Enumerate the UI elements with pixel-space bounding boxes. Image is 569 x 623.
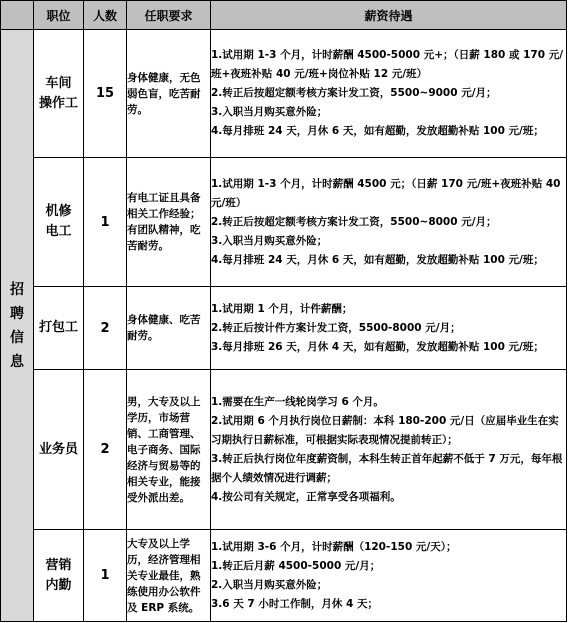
- compensation-line: 4.按公司有关规定，正常享受各项福利。: [211, 490, 401, 503]
- compensation-line: 2.转正后按计件方案计发工资，5500-8000 元/月；: [211, 321, 461, 334]
- position-cell: [34, 287, 84, 370]
- section-label-char: 聘: [10, 305, 24, 322]
- section-label-char: 信: [10, 329, 24, 346]
- position-line: 操作工: [38, 95, 78, 111]
- compensation-cell: [211, 287, 567, 370]
- compensation-line: 4.每月排班 24 天，月休 6 天，如有超勤，发放超勤补贴 100 元/班；: [211, 125, 544, 137]
- compensation-line: 1.试用期 1-3 个月，计时薪酬 4500 元；（日薪 170 元/班+夜班补贴 40 元/班）: [211, 177, 561, 209]
- compensation-line: 1.试用期 3-6 个月，计时薪酬（120-150 元/天）；: [211, 540, 457, 553]
- position-cell: [34, 530, 84, 622]
- table-row: [1, 370, 567, 530]
- section-label-recruitment-info: [1, 30, 34, 622]
- position-cell: [34, 158, 84, 287]
- compensation-line: 3.转正后执行岗位年度薪资制，本科生转正首年起薪不低于 7 万元，每年根据个人绩效情况进行调薪；: [211, 452, 563, 484]
- compensation-line: 2.转正后按超定额考核方案计发工资，5500~8000 元/月；: [211, 215, 497, 228]
- count-cell: 15: [84, 30, 127, 158]
- header-compensation: 薪资待遇: [211, 1, 567, 30]
- compensation-cell: [211, 370, 567, 530]
- table-row: [1, 158, 567, 287]
- position-line: 机修: [45, 204, 72, 219]
- count-cell: 2: [84, 287, 127, 370]
- position-cell: [34, 30, 84, 158]
- position-line: 内勤: [45, 577, 72, 593]
- compensation-line: 1.转正后月薪 4500-5000 元/月；: [211, 559, 381, 572]
- position-line: 车间: [45, 75, 72, 91]
- position-line: 营销: [45, 557, 72, 573]
- requirements-cell: 有电工证且具备相关工作经验；有团队精神，吃苦耐劳。: [127, 158, 211, 287]
- compensation-line: 3.每月排班 26 天，月休 4 天，如有超勤，发放超勤补贴 100 元/班；: [211, 340, 544, 353]
- table-row: [1, 287, 567, 370]
- table-row: [1, 530, 567, 622]
- count-cell: 2: [84, 370, 127, 530]
- requirements-cell: 身体健康，无色弱色盲，吃苦耐劳。: [127, 30, 211, 158]
- compensation-line: 2.入职当月购买意外险；: [211, 578, 328, 591]
- compensation-line: 1.试用期 1 个月，计件薪酬；: [211, 302, 353, 315]
- compensation-line: 1.试用期 1-3 个月，计时薪酬 4500-5000 元+；（日薪 180 或 170 元/班+夜班补贴 40 元/班+岗位补贴 12 元/班）: [211, 49, 564, 80]
- compensation-line: 1.需要在生产一线轮岗学习 6 个月。: [211, 395, 384, 408]
- requirements-cell: 男，大专及以上学历，市场营销、工商管理、电子商务、国际经济与贸易等的相关专业，能接受外派出差。: [127, 370, 211, 530]
- count-cell: 1: [84, 158, 127, 287]
- compensation-line: 3.6 天 7 小时工作制，月休 4 天；: [211, 597, 378, 610]
- compensation-cell: [211, 530, 567, 622]
- header-blank: [1, 1, 34, 30]
- compensation-line: 3.入职当月购买意外险；: [211, 234, 328, 247]
- position-cell: [34, 370, 84, 530]
- count-cell: 1: [84, 530, 127, 622]
- table-row: [1, 30, 567, 158]
- position-line: 打包工: [38, 320, 78, 335]
- header-count: 人数: [84, 1, 127, 30]
- section-label-char: 招: [10, 281, 24, 298]
- compensation-line: 3.入职当月购买意外险；: [211, 106, 328, 118]
- header-requirements: 任职要求: [127, 1, 211, 30]
- header-position: 职位: [34, 1, 84, 30]
- compensation-line: 2.转正后按超定额考核方案计发工资，5500~9000 元/月；: [211, 87, 497, 99]
- compensation-cell: [211, 158, 567, 287]
- position-line: 业务员: [38, 441, 78, 457]
- compensation-cell: [211, 30, 567, 158]
- section-label-char: 息: [10, 353, 24, 370]
- compensation-line: 4.每月排班 24 天，月休 6 天，如有超勤，发放超勤补贴 100 元/班；: [211, 253, 544, 266]
- header-row: [1, 1, 567, 30]
- requirements-cell: 身体健康、吃苦耐劳。: [127, 287, 211, 370]
- compensation-line: 2.试用期 6 个月执行岗位日薪制：本科 180-200 元/日（应届毕业生在实习期执行日薪标准，可根据实际表现情况提前转正）；: [211, 414, 559, 446]
- position-line: 电工: [45, 224, 72, 239]
- requirements-cell: 大专及以上学历，经济管理相关专业最佳，熟练使用办公软件及 ERP 系统。: [127, 530, 211, 622]
